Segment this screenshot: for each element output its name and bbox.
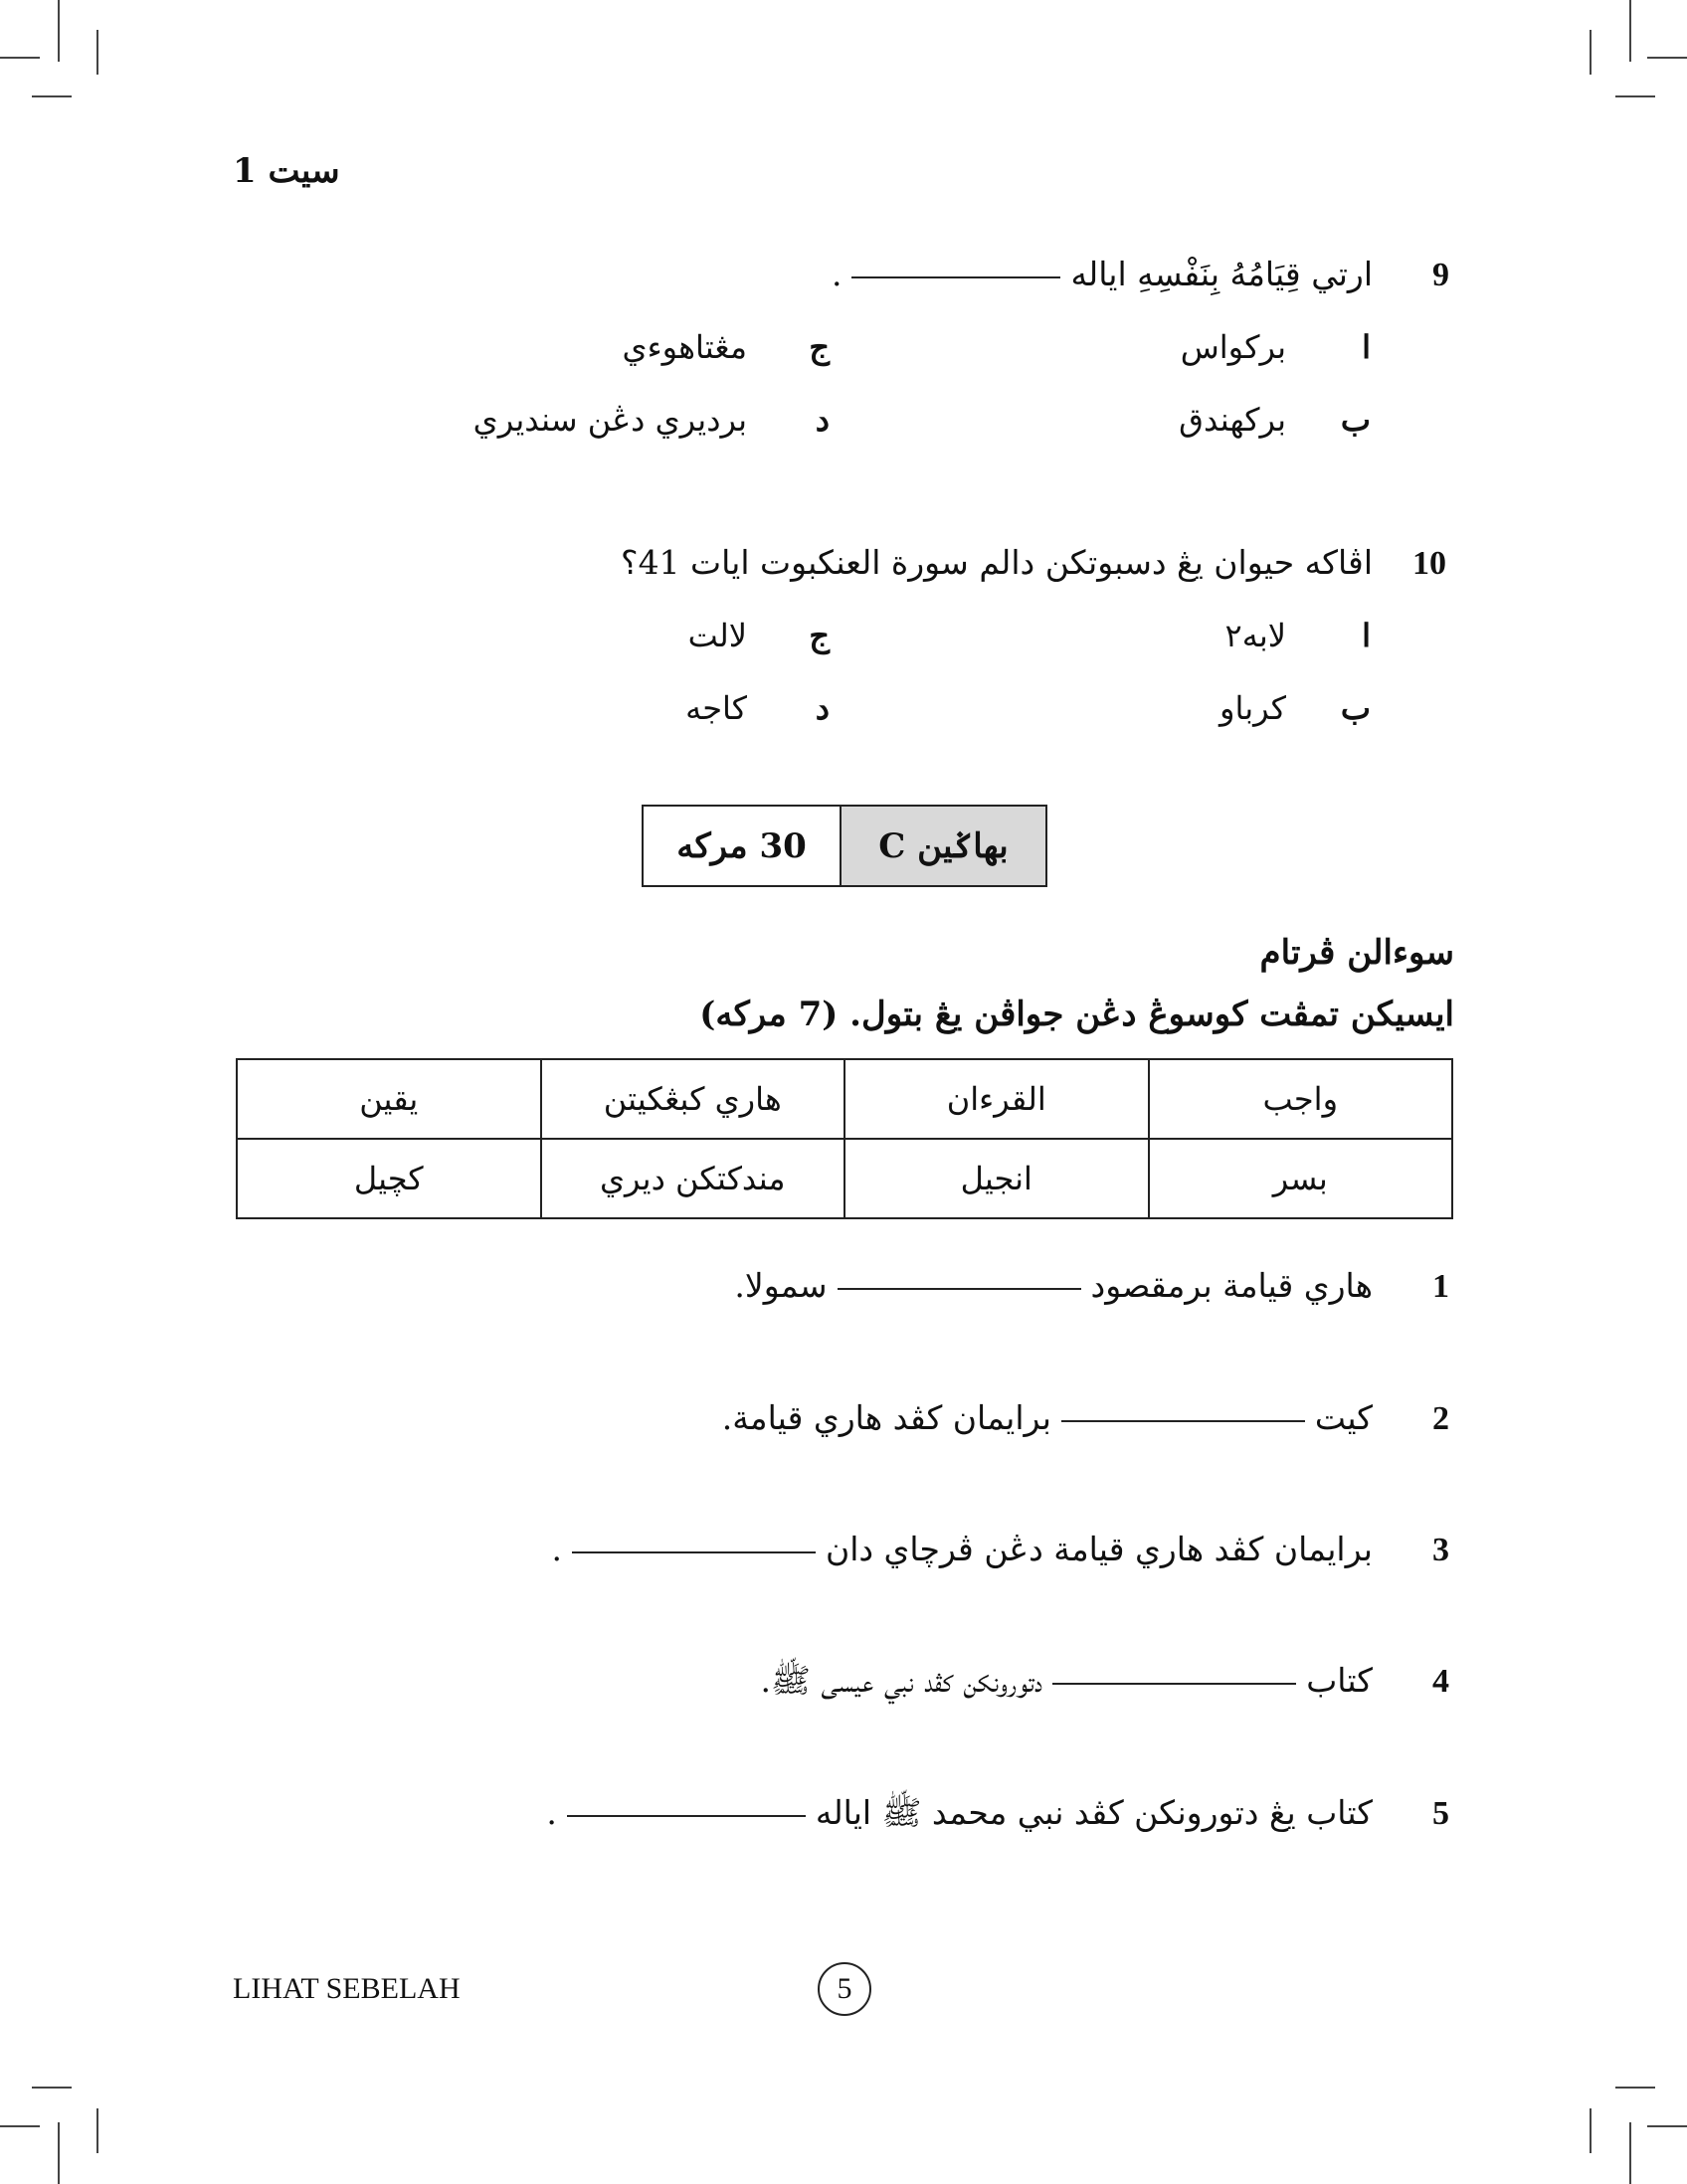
crop-mark (1629, 2122, 1631, 2184)
word-cell: هاري كبڠكيتن (541, 1059, 845, 1139)
option-text[interactable]: لالت (687, 617, 747, 654)
item-text-before: كيت (1314, 1398, 1373, 1437)
word-cell: القرءان (844, 1059, 1149, 1139)
item-text-before: كتاب (1306, 1661, 1373, 1700)
crop-mark (96, 2108, 98, 2153)
question-text: اڤاكه حيوان يڠ دسبوتكن دالم سورة العنكبوت ايات 41؟ (621, 543, 1373, 582)
item-text (546, 1793, 1373, 1841)
crop-mark (0, 57, 40, 59)
crop-mark (1629, 0, 1631, 62)
table-row (237, 1139, 1452, 1218)
table-row (237, 1059, 1452, 1139)
option-text[interactable]: لابه٢ (1224, 617, 1286, 654)
answer-blank[interactable] (572, 1550, 816, 1553)
crop-mark (32, 2087, 72, 2089)
item-text (734, 1266, 1373, 1305)
answer-blank[interactable] (567, 1814, 806, 1817)
item-text (760, 1661, 1373, 1709)
crop-mark (1590, 2108, 1592, 2153)
option-text[interactable]: بركهندق (1179, 401, 1286, 439)
item-text (722, 1398, 1373, 1437)
item-number: 4 (1432, 1663, 1449, 1700)
crop-mark (1647, 2125, 1687, 2127)
crop-mark (1590, 30, 1592, 75)
option-text[interactable]: كرباو (1219, 689, 1286, 727)
item-text-after: . (551, 1530, 562, 1568)
item-text-after: دتورونكن كڤد نبي عيسى ﷺ. (760, 1661, 1043, 1700)
answer-blank[interactable] (1052, 1682, 1296, 1685)
item-number: 5 (1432, 1795, 1449, 1832)
answer-blank[interactable] (851, 275, 1060, 278)
crop-mark (58, 2122, 60, 2184)
section-name: بهاݢين C (840, 807, 1045, 885)
crop-mark (0, 2125, 40, 2127)
option-letter: د (815, 401, 830, 439)
crop-mark (32, 95, 72, 97)
item-text-after: . (546, 1793, 557, 1832)
section-header-box (642, 805, 1047, 887)
item-text-after: سمولا. (734, 1266, 828, 1305)
answer-blank[interactable] (838, 1287, 1081, 1290)
option-text[interactable]: مڠتاهوءي (622, 328, 747, 366)
footer-next-page: LIHAT SEBELAH (233, 1972, 461, 2005)
option-letter: د (815, 689, 830, 727)
question-text (832, 255, 1373, 293)
option-text[interactable]: برديري دڠن سنديري (472, 401, 747, 439)
item-number: 2 (1432, 1400, 1449, 1437)
question-number: 9 (1432, 257, 1449, 293)
question-instruction: ايسيكن تمڤت كوسوڠ دڠن جواڤن يڠ بتول. (7 مركه) (699, 995, 1454, 1034)
word-cell: بسر (1149, 1139, 1453, 1218)
option-letter: ب (1340, 689, 1371, 727)
item-text-before: برايمان كڤد هاري قيامة دڠن ڤرچاي دان (825, 1530, 1373, 1568)
question-number: 10 (1412, 545, 1446, 582)
crop-mark (96, 30, 98, 75)
option-letter: ا (1362, 617, 1371, 654)
crop-mark (1615, 2087, 1655, 2089)
item-text (551, 1530, 1373, 1568)
crop-mark (1615, 95, 1655, 97)
word-cell: يقين (237, 1059, 541, 1139)
item-number: 1 (1432, 1268, 1449, 1305)
answer-blank[interactable] (1061, 1419, 1305, 1422)
option-letter: ج (809, 617, 830, 654)
set-label: سيت 1 (233, 151, 340, 191)
item-text-before: هاري قيامة برمقصود (1090, 1266, 1373, 1305)
word-cell: مندكتكن ديري (541, 1139, 845, 1218)
option-text[interactable]: بركواس (1180, 328, 1286, 366)
crop-mark (58, 0, 60, 62)
item-number: 3 (1432, 1532, 1449, 1568)
option-text[interactable]: كاجه (685, 689, 747, 727)
option-letter: ا (1362, 328, 1371, 366)
section-marks: 30 مركه (676, 825, 807, 866)
question-title: سوءالن ڤرتام (1259, 933, 1454, 973)
question-text-before: ارتي قِيَامُهُ بِنَفْسِهِ اياله (1070, 255, 1373, 293)
word-bank-table (236, 1058, 1453, 1219)
crop-mark (1647, 57, 1687, 59)
page-number: 5 (818, 1962, 871, 2016)
item-text-before: كتاب يڠ دتورونكن كڤد نبي محمد ﷺ اياله (815, 1793, 1373, 1832)
item-text-after: برايمان كڤد هاري قيامة. (721, 1398, 1051, 1437)
word-cell: كچيل (237, 1139, 541, 1218)
question-text-after: . (831, 255, 843, 293)
word-cell: واجب (1149, 1059, 1453, 1139)
option-letter: ج (809, 328, 830, 366)
word-cell: انجيل (844, 1139, 1149, 1218)
option-letter: ب (1340, 401, 1371, 439)
